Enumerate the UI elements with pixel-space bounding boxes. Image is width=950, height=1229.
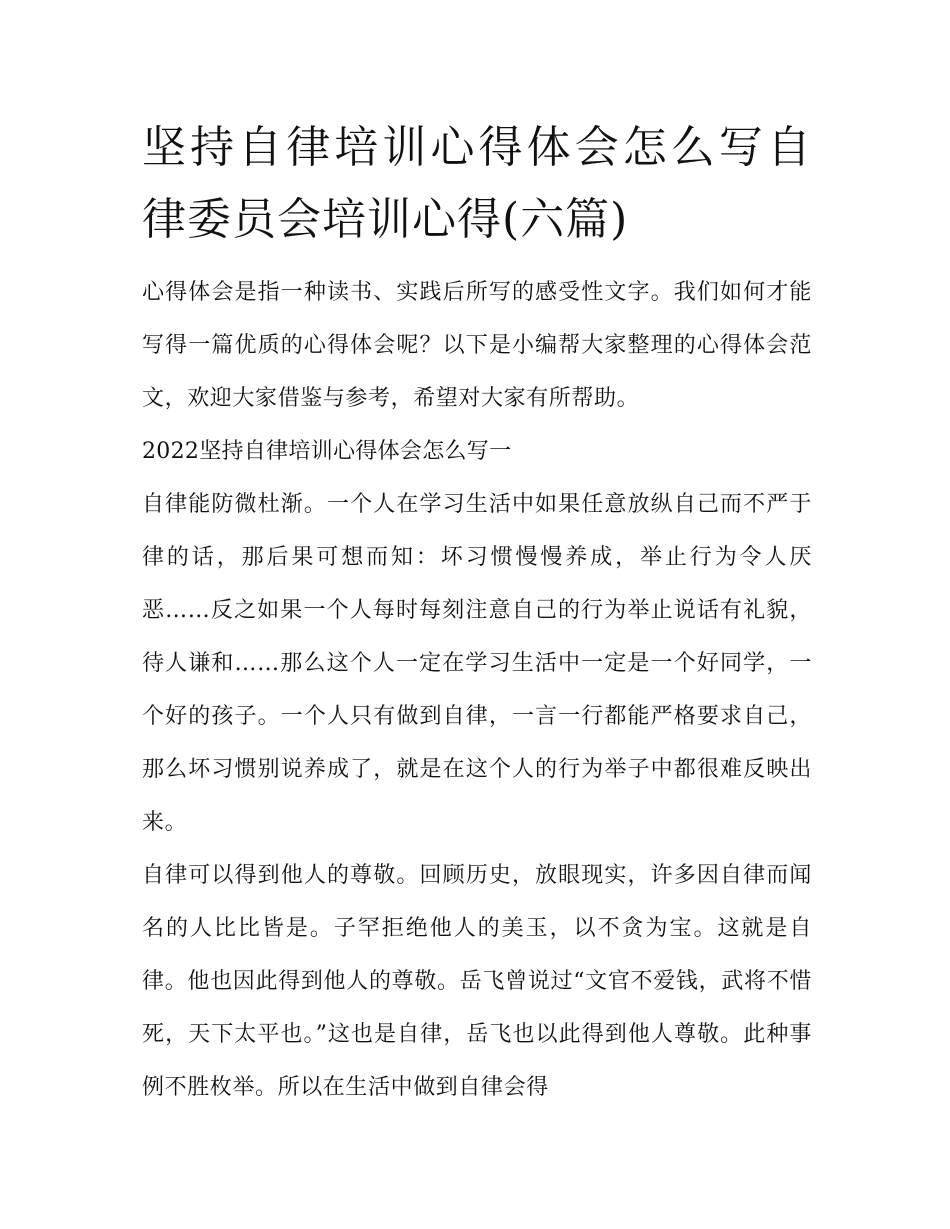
document-page — [142, 112, 812, 1114]
body-paragraph: 自律能防微杜渐。一个人在学习生活中如果任意放纵自己而不严于律的话，那后果可想而知：坏习惯慢慢养成，举止行为令人厌恶……反之如果一个人每时每刻注意自己的行为举止说话有礼貌，待人谦和……那么这个人一定在学习生活中一定是一个好同学，一个好的孩子。一个人只有做到自律，一言一行都能严格要求自己，那么坏习惯别说养成了，就是在这个人的行为举子中都很难反映出来。 — [142, 492, 812, 835]
body-paragraph: 自律可以得到他人的尊敬。回顾历史，放眼现实，许多因自律而闻名的人比比皆是。子罕拒绝他人的美玉，以不贪为宝。这就是自律。他也因此得到他人的尊敬。岳飞曾说过“文官不爱钱，武将不惜死，天下太平也。”这也是自律，岳飞也以此得到他人尊敬。此种事例不胜枚举。所以在生活中做到自律会得 — [142, 863, 812, 1100]
intro-paragraph: 心得体会是指一种读书、实践后所写的感受性文字。我们如何才能写得一篇优质的心得体会呢？以下是小编帮大家整理的心得体会范文，欢迎大家借鉴与参考，希望对大家有所帮助。 — [142, 280, 812, 411]
document-title: 坚持自律培训心得体会怎么写自律委员会培训心得(六篇) — [142, 122, 812, 245]
section-heading: 2022坚持自律培训心得体会怎么写一 — [142, 439, 512, 464]
